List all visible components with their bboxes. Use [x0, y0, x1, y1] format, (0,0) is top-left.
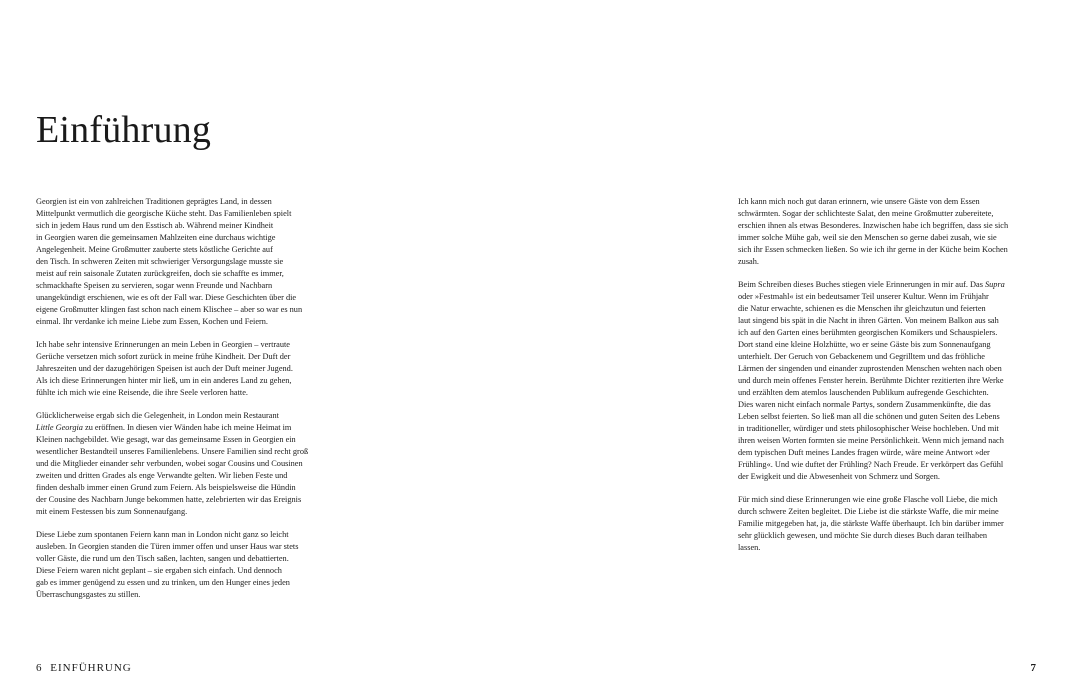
- text-line: sich in jedem Haus rund um den Esstisch ab. Während meiner Kindheit: [36, 221, 274, 230]
- text-line: Familie mitgegeben hat, ja, die stärkste Waffe überhaupt. Ich bin darüber immer: [738, 519, 1004, 528]
- running-head: EINFÜHRUNG: [50, 662, 132, 674]
- chapter-title: Einführung: [36, 109, 212, 151]
- text-line: dem typischen Duft meines Landes fragen würde, wäre meine Antwort »der: [738, 448, 990, 457]
- text-line: der Cousine des Nachbarn Junge bekommen hatte, zelebrierten wir das Ereignis: [36, 495, 302, 504]
- text-line: immer solche Mühe gab, weil sie den Menschen so gerne dabei zusah, wie sie: [738, 233, 997, 242]
- text-line: und die Mitglieder einander sehr verbunden, wobei sogar Cousins und Cousinen: [36, 459, 303, 468]
- text-line: gab es immer genügend zu essen und zu trinken, um den Hunger eines jeden: [36, 578, 290, 587]
- body-paragraph: [36, 410, 336, 518]
- text-line: laut singend bis spät in die Nacht in ihren Gärten. Von meinem Balkon aus sah: [738, 316, 999, 325]
- text-line: Glücklicherweise ergab sich die Gelegenheit, in London mein Restaurant: [36, 411, 279, 420]
- text-line: in traditioneller, würdiger und stets philosophischer Weise hochleben. Und mit: [738, 424, 999, 433]
- text-line: in Georgien waren die gemeinsamen Mahlzeiten eine durchaus wichtige: [36, 233, 276, 242]
- body-paragraph: [36, 339, 336, 399]
- text-line: Angelegenheit. Meine Großmutter zauberte stets köstliche Gerichte auf: [36, 245, 273, 254]
- left-folio: [36, 662, 132, 674]
- text-line: einmal. Ihr verdanke ich meine Liebe zum Essen, Kochen und Feiern.: [36, 317, 269, 326]
- text-line: schwärmten. Sogar der schlichteste Salat, den meine Großmutter zubereitete,: [738, 209, 994, 218]
- text-line: Ich habe sehr intensive Erinnerungen an mein Leben in Georgien – vertraute: [36, 340, 290, 349]
- text-line: die Natur erwachte, schienen es die Menschen ihr gleichzutun und feierten: [738, 304, 986, 313]
- text-line: ich auf den Garten eines berühmten georgischen Komikers und Schauspielers.: [738, 328, 998, 337]
- text-line: Kleinen nachgebildet. Wie gesagt, war das gemeinsame Essen in Georgien ein: [36, 435, 296, 444]
- text-line: Diese Liebe zum spontanen Feiern kann man in London nicht ganz so leicht: [36, 530, 289, 539]
- text-line: Gerüche versetzen mich sofort zurück in meine frühe Kindheit. Der Duft der: [36, 352, 291, 361]
- text-line: unterhielt. Der Geruch von Gebackenem und Gegrilltem und das fröhliche: [738, 352, 985, 361]
- text-line: voller Gäste, die rund um den Tisch saßen, lachten, sangen und debattierten.: [36, 554, 289, 563]
- text-line: mit einem Festessen bis zum Sonnenaufgang.: [36, 507, 188, 516]
- text-line: Jahreszeiten und der dazugehörigen Speisen ist auch der Duft meiner Jugend.: [36, 364, 293, 373]
- text-line: durch schwere Zeiten begleitet. Die Liebe ist die stärkste Waffe, die mir meine: [738, 507, 999, 516]
- text-line: erschien ihnen als etwas Besonderes. Inzwischen habe ich begriffen, dass sie sich: [738, 221, 1009, 230]
- text-line: meist auf rein saisonale Zutaten zurückgreifen, doch sie schaffte es immer,: [36, 269, 284, 278]
- text-line: ihren weisen Worten formten sie meine Persönlichkeit. Wenn mich jemand nach: [738, 436, 1004, 445]
- emphasis-text: Little Georgia: [36, 423, 83, 432]
- text-line: zweiten und dritten Grades als enge Verwandte gelten. Wir lieben Feste und: [36, 471, 288, 480]
- body-paragraph: [36, 196, 336, 328]
- text-line: Ich kann mich noch gut daran erinnern, wie unsere Gäste von dem Essen: [738, 197, 980, 206]
- left-text-column: [36, 196, 336, 612]
- text-line: Lärmen der singenden und einander zuprostenden Menschen wehten nach oben: [738, 364, 1002, 373]
- text-line: schmackhafte Speisen zu servieren, sogar wenn Freunde und Nachbarn: [36, 281, 273, 290]
- right-page: [536, 0, 1072, 698]
- text-line: Dies waren nicht einfach normale Partys, sondern Zusammenkünfte, die das: [738, 400, 991, 409]
- text-line: Als ich diese Erinnerungen hinter mir ließ, um in ein anderes Land zu gehen,: [36, 376, 292, 385]
- body-paragraph: [738, 279, 1040, 483]
- text-line: Georgien ist ein von zahlreichen Traditionen geprägtes Land, in dessen: [36, 197, 272, 206]
- body-paragraph: [738, 494, 1040, 554]
- text-line: Little Georgia zu eröffnen. In diesen vier Wänden habe ich meine Heimat im: [36, 423, 292, 432]
- text-line: oder »Festmahl« ist ein bedeutsamer Teil unserer Kultur. Wenn im Frühjahr: [738, 292, 989, 301]
- text-line: sich ihr Essen schmecken ließen. So wie ich ihr gerne in der Küche beim Kochen: [738, 245, 1008, 254]
- right-text-column: [738, 196, 1040, 565]
- text-line: und durch mein offenes Fenster herein. Berühmte Dichter rezitierten ihre Werke: [738, 376, 1004, 385]
- text-line: Mittelpunkt vermutlich die georgische Küche steht. Das Familienleben spielt: [36, 209, 292, 218]
- text-line: Für mich sind diese Erinnerungen wie eine große Flasche voll Liebe, die mich: [738, 495, 998, 504]
- emphasis-text: Supra: [985, 280, 1005, 289]
- text-line: lassen.: [738, 543, 761, 552]
- text-line: sehr glücklich gewesen, und möchte Sie durch dieses Buch daran teilhaben: [738, 531, 988, 540]
- body-paragraph: [36, 529, 336, 601]
- body-paragraph: [738, 196, 1040, 268]
- text-line: Beim Schreiben dieses Buches stiegen viele Erinnerungen in mir auf. Das Supra: [738, 280, 1005, 289]
- text-line: und erzählten dem atemlos lauschenden Publikum aufregende Geschichten.: [738, 388, 989, 397]
- text-line: fühlte ich mich wie eine Reisende, die ihre Seele verloren hatte.: [36, 388, 248, 397]
- text-line: zusah.: [738, 257, 759, 266]
- page-number-right: 7: [1030, 662, 1036, 674]
- text-line: Leben selbst feierten. So ließ man all die schönen und guten Seiten des Lebens: [738, 412, 1000, 421]
- text-line: finden deshalb immer einen Grund zum Feiern. Als beispielsweise die Hündin: [36, 483, 296, 492]
- text-line: Frühling«. Und wie duftet der Frühling? Nach Freude. Er verkörpert das Gefühl: [738, 460, 1004, 469]
- text-line: Diese Feiern waren nicht geplant – sie ergaben sich einfach. Und dennoch: [36, 566, 282, 575]
- text-line: ausleben. In Georgien standen die Türen immer offen und unser Haus war stets: [36, 542, 299, 551]
- text-line: unangekündigt erschienen, wie es oft der Fall war. Diese Geschichten über die: [36, 293, 297, 302]
- text-line: der Ewigkeit und die Abwesenheit von Schmerz und Sorgen.: [738, 472, 940, 481]
- page-number-left: 6: [36, 662, 43, 674]
- text-line: eigene Großmutter klingen fast schon nach einem Klischee – aber so war es nun: [36, 305, 303, 314]
- text-line: Überraschungsgastes zu stillen.: [36, 590, 141, 599]
- text-line: wesentlicher Bestandteil unseres Familienlebens. Unsere Familien sind recht groß: [36, 447, 309, 456]
- text-line: Dort stand eine kleine Holzhütte, wo er seine Gäste bis zum Sonnenaufgang: [738, 340, 991, 349]
- text-line: den Tisch. In schweren Zeiten mit schwieriger Versorgungslage musste sie: [36, 257, 284, 266]
